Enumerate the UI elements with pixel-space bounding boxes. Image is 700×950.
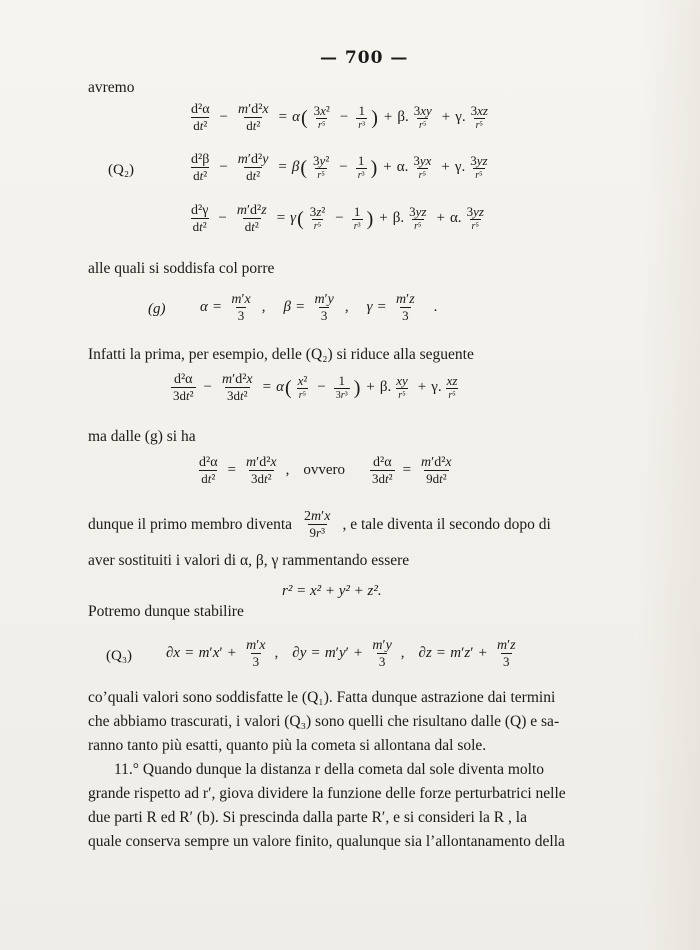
label-g: (g) (148, 301, 166, 317)
text-paragraph-11: 11.° Quando dunque la distanza r della cometa dal sole diventa molto (114, 761, 545, 778)
text-ovvero: ovvero (303, 462, 346, 479)
text-coquali-content: co’quali valori sono soddisfatte le (Q₁). Fatta dunque astrazione dai termini (88, 689, 556, 706)
text-coquali (88, 690, 616, 706)
page-number: — 700 — (320, 48, 409, 68)
text-che-abbiamo: che abbiamo trascurati, i valori (Q₃) sono quelli che risultano dalle (Q) e sa- (88, 713, 560, 730)
text-infatti: Infatti la prima, per esempio, delle (Q₂) si riduce alla seguente (88, 346, 474, 363)
text-potremo: Potremo dunque stabilire (88, 603, 244, 620)
equation-r2: r² = x² + y² + z². (282, 583, 382, 599)
text-due-parti: due parti R ed R′ (b). Si prescinda dalla parte R′, e si consideri la R , la (88, 809, 527, 826)
text-aver-sostituiti: aver sostituiti i valori di α, β, γ rammentando essere (88, 552, 410, 569)
equation-q3: ∂x = m′x′ + $\frac{m'x}{3}$ , ∂y = m′y′ + $\frac{m'y}{3}$ , ∂z = m′z′ + $\frac{m'z}{3}$ (166, 638, 516, 670)
equation-from-g: $\frac{\text{d²α}}{\text{dt²}}$ = $\frac{\text{m′d²x}}{\text{3dt²}}$ , ovvero $\frac{\text{d²α}}{\text{3dt²}}$ = $\frac{\text{m′d²x}}{\text{9dt²}}$ (199, 455, 452, 487)
text-avremo: avremo (88, 79, 135, 96)
text-grande: grande rispetto ad r′, giova dividere la funzione delle forze perturbatrici nelle (88, 785, 566, 802)
text-quale: quale conserva sempre un valore finito, qualunque sia l’allontanamento della (88, 833, 565, 850)
equation-reduced: $\frac{\text{d²α}}{\text{3dt²}}$ − $\frac{\text{m′d²x}}{\text{3dt²}}$ = α ( $\frac{\text{x²}}{\text{r⁵}}$ − $\frac{1}{\text{3r³}}$ ) + β. $\frac{xy}{\text{r⁵}}$ + γ. $\frac{xz}{\text{r⁵}}$ (173, 372, 458, 404)
text-ma-dalle: ma dalle (g) si ha (88, 428, 196, 445)
text-dunque-b: , e tale diventa il secondo dopo di (342, 515, 551, 533)
equation-q2-beta: $\frac{\text{d²β}}{\text{dt²}}$ − $\frac{\text{m′d²y}}{\text{dt²}}$ = β ( $\frac{\text{3y²}}{\text{r⁵}}$ − $\frac{1}{\text{r³}}$ ) + α. $\frac{3yx}{\text{r⁵}}$ + γ. $\frac{3yz}{\text{r⁵}}$ (191, 152, 488, 184)
equation-g: α = $\frac{m'x}{3}$ , β = $\frac{m'y}{3}$ , γ = $\frac{m'z}{3}$ . (200, 292, 438, 324)
fraction-2mx-9r3: $\frac{2m'x}{\text{9r³}}$ (304, 509, 331, 541)
text-ranno: ranno tanto più esatti, quanto più la cometa si allontana dal sole. (88, 737, 487, 754)
equation-q2-gamma: $\frac{\text{d²γ}}{\text{dt²}}$ − $\frac{\text{m′d²z}}{\text{dt²}}$ = γ ( $\frac{\text{3z²}}{\text{r⁵}}$ − $\frac{1}{\text{r³}}$ ) + β. $\frac{3yz}{\text{r⁵}}$ + α. $\frac{3yz}{\text{r⁵}}$ (191, 203, 484, 235)
line-dunque (88, 509, 551, 541)
label-q2: (Q₂) (108, 162, 135, 178)
equation-q2-alpha: $\frac{\text{d²α}}{\text{dt²}}$ − $\frac{\text{m′d²x}}{\text{dt²}}$ = α ( $\frac{\text{3x²}}{\text{r⁵}}$ − $\frac{1}{\text{r³}}$ ) + β. $\frac{3xy}{\text{r⁵}}$ + γ. $\frac{3xz}{\text{r⁵}}$ (191, 102, 488, 134)
text-dunque-a: dunque il primo membro diventa (88, 515, 293, 533)
label-q3: (Q₃) (106, 648, 133, 664)
text-alle-quali: alle quali si soddisfa col porre (88, 260, 275, 277)
page-edge-shadow (640, 0, 700, 950)
